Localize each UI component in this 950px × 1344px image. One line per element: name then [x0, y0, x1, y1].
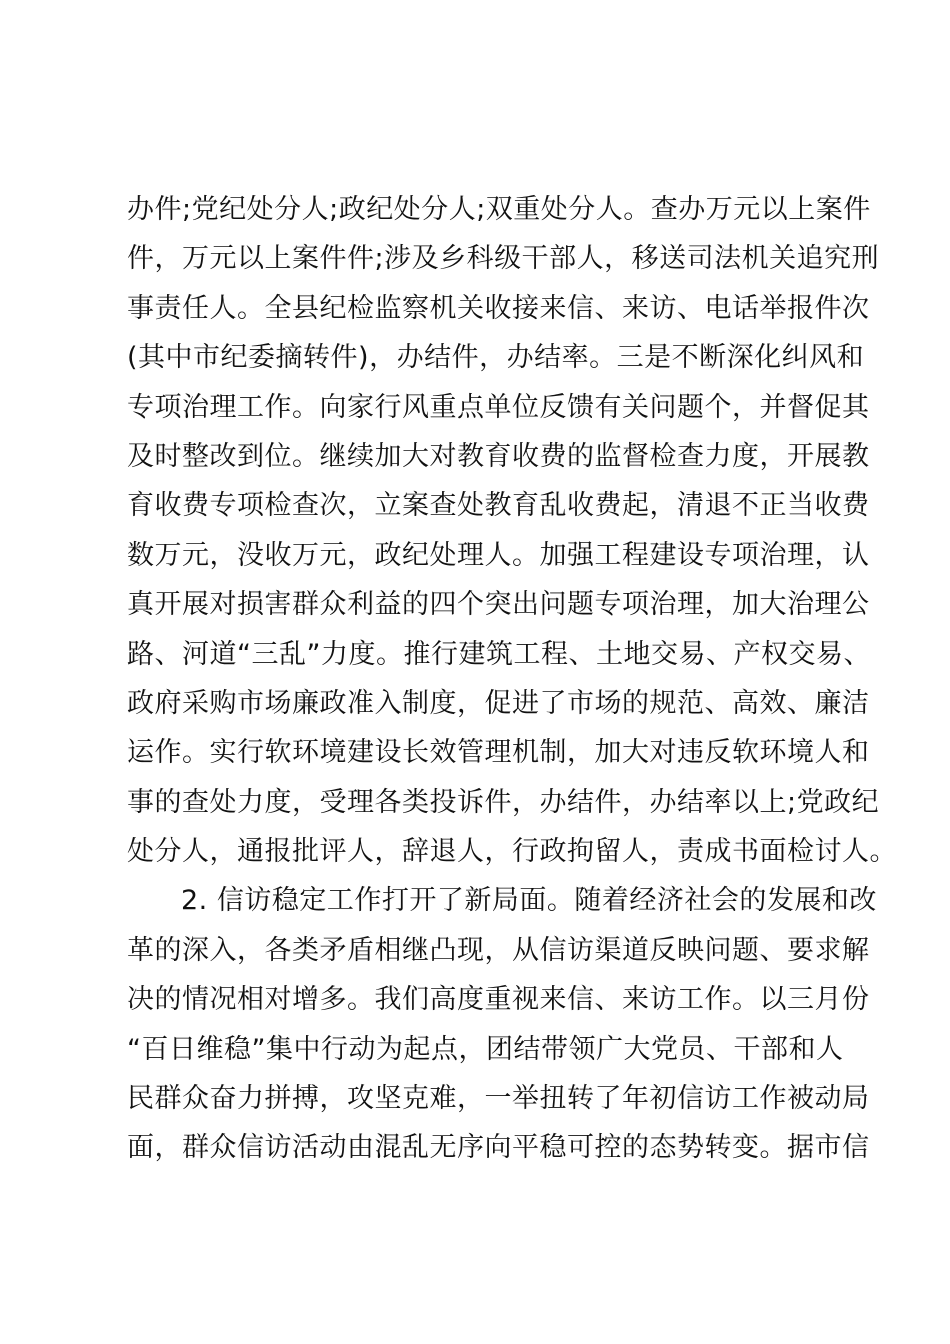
- section-heading-line: 2. 信访稳定工作打开了新局面。随着经济社会的发展和改: [181, 885, 877, 917]
- text-line: 民群众奋力拼搏，攻坚克难，一举扭转了年初信访工作被动局: [127, 1083, 870, 1115]
- text-line: 专项治理工作。向家行风重点单位反馈有关问题个，并督促其: [127, 391, 870, 423]
- text-line: 运作。实行软环境建设长效管理机制，加大对违反软环境人和: [127, 737, 870, 769]
- text-line: 面，群众信访活动由混乱无序向平稳可控的态势转变。据市信: [127, 1132, 870, 1164]
- text-line: 政府采购市场廉政准入制度，促进了市场的规范、高效、廉洁: [127, 687, 870, 719]
- text-line: 事的查处力度，受理各类投诉件，办结件，办结率以上;党政纪: [127, 786, 880, 818]
- text-line: 路、河道“三乱”力度。推行建筑工程、土地交易、产权交易、: [127, 638, 871, 670]
- body-text: [127, 185, 897, 1173]
- text-line: 办件;党纪处分人;政纪处分人;双重处分人。查办万元以上案件: [127, 194, 871, 225]
- text-line: 真开展对损害群众利益的四个突出问题专项治理，加大治理公: [127, 589, 870, 621]
- text-line: (其中市纪委摘转件)，办结件，办结率。三是不断深化纠风和: [127, 342, 865, 374]
- text-line: 革的深入，各类矛盾相继凸现，从信访渠道反映问题、要求解: [127, 934, 870, 966]
- text-line: 及时整改到位。继续加大对教育收费的监督检查力度，开展教: [127, 440, 870, 472]
- text-line: 数万元，没收万元，政纪处理人。加强工程建设专项治理，认: [127, 539, 870, 571]
- text-line: 育收费专项检查次，立案查处教育乱收费起，清退不正当收费: [127, 490, 870, 522]
- text-line: 事责任人。全县纪检监察机关收接来信、来访、电话举报件次: [127, 292, 870, 324]
- text-line: 处分人，通报批评人，辞退人，行政拘留人，责成书面检讨人。: [127, 836, 897, 868]
- text-line: 件，万元以上案件件;涉及乡科级干部人，移送司法机关追究刑: [127, 243, 880, 275]
- text-line: 决的情况相对增多。我们高度重视来信、来访工作。以三月份: [127, 984, 870, 1016]
- text-line: “百日维稳”集中行动为起点，团结带领广大党员、干部和人: [127, 1033, 844, 1065]
